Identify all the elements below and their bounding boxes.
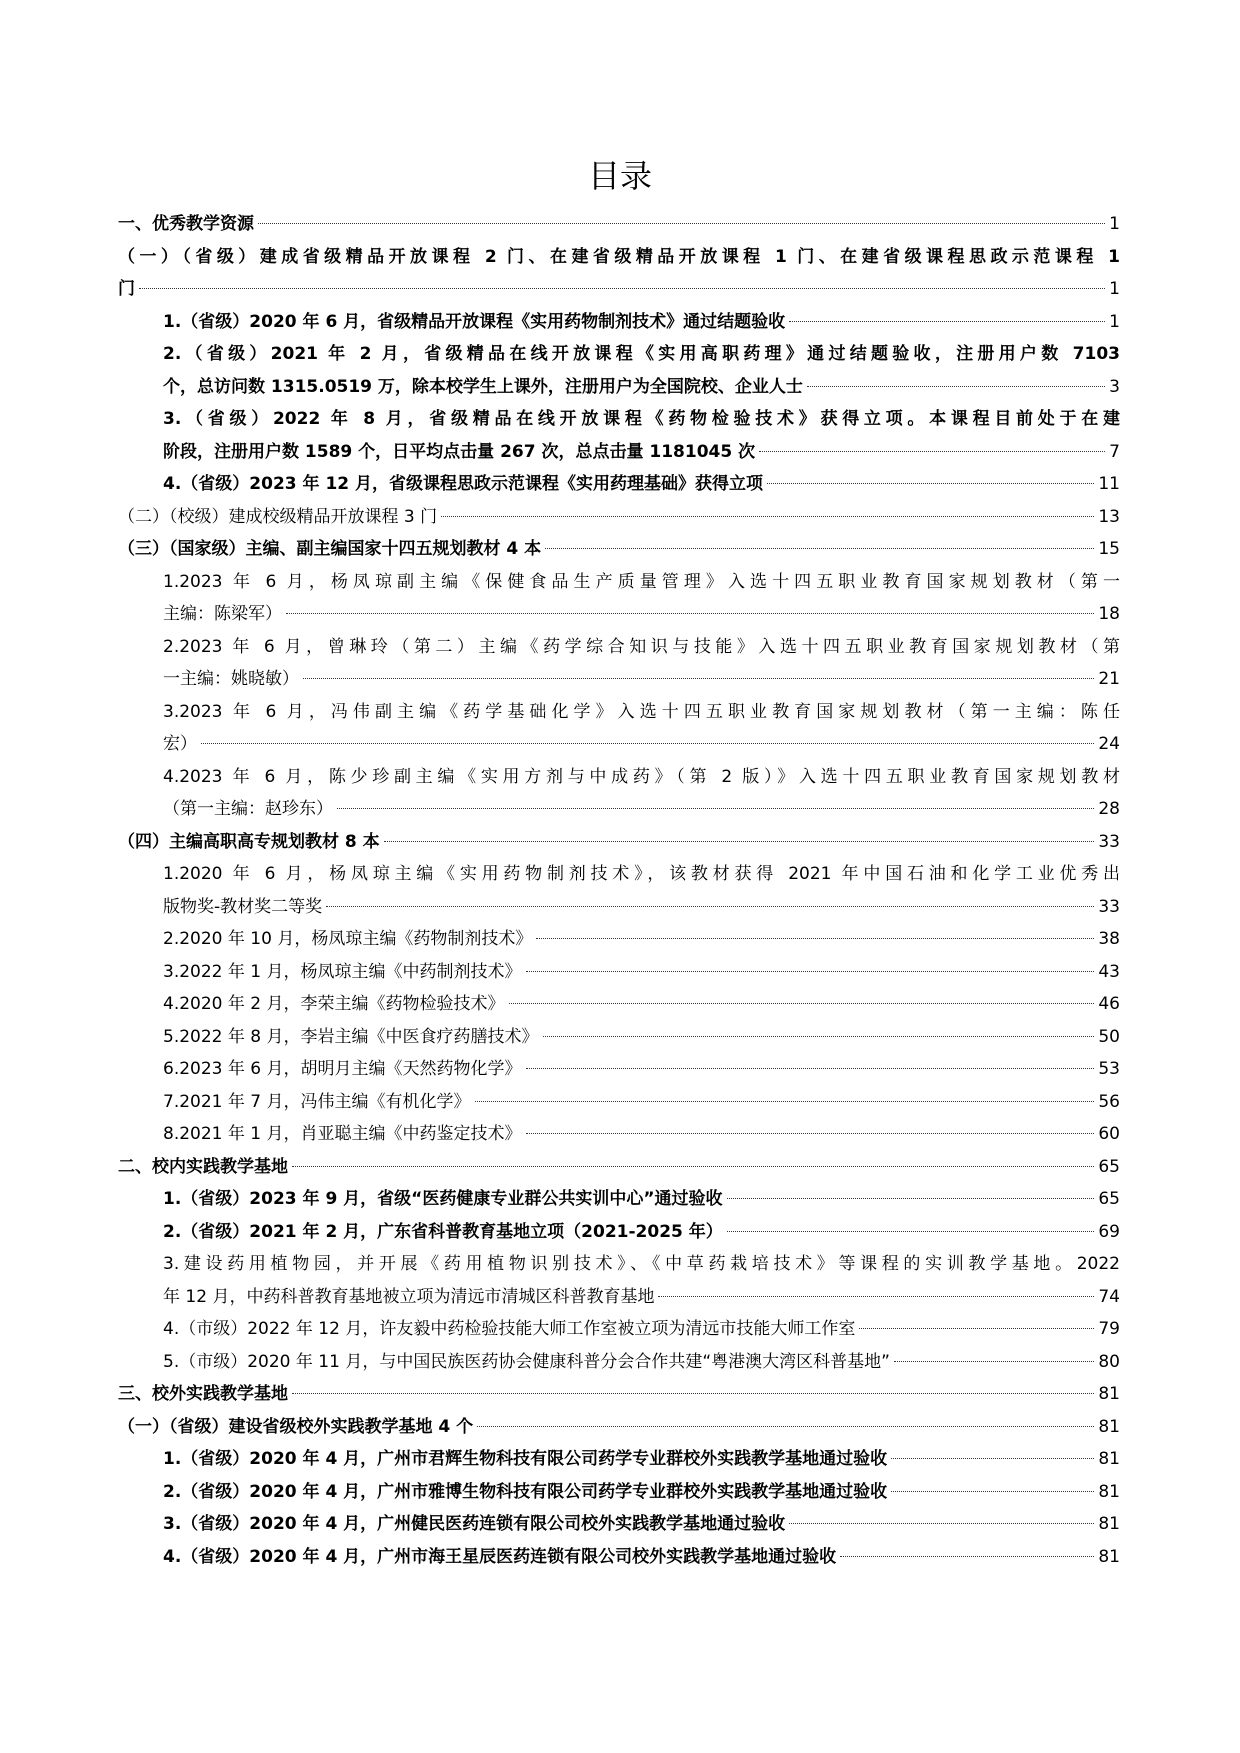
- toc-page-number: 50: [1098, 1026, 1120, 1047]
- toc-entry[interactable]: [118, 923, 1120, 956]
- toc-entry-text: 年 12 月，中药科普教育基地被立项为清远市清城区科普教育基地: [163, 1286, 655, 1307]
- toc-entry-text: 4.2020 年 2 月，李荣主编《药物检验技术》: [163, 994, 505, 1014]
- toc-entry-text: 三、校外实践教学基地: [118, 1384, 288, 1404]
- toc-entry-text: （第一主编：赵珍东）: [163, 799, 333, 819]
- toc-page-number: 18: [1098, 604, 1120, 624]
- toc-entry[interactable]: [118, 826, 1120, 859]
- toc-entry[interactable]: [118, 1053, 1120, 1086]
- dot-leader: [526, 1068, 1095, 1069]
- dot-leader: [526, 1133, 1095, 1134]
- toc-entry[interactable]: [118, 1476, 1120, 1509]
- toc-entry-text: 阶段，注册用户数 1589 个，日平均点击量 267 次，总点击量 1181045 次: [163, 441, 756, 462]
- toc-page-number: 38: [1098, 929, 1120, 949]
- toc-entry-text: 版物奖-教材奖二等奖: [163, 896, 323, 917]
- toc-entry-text: 主编：陈梁军）: [163, 604, 282, 624]
- toc-page-number: 56: [1098, 1091, 1120, 1112]
- toc-page-number: 13: [1098, 506, 1120, 527]
- toc-page-number: 81: [1098, 1449, 1120, 1469]
- dot-leader: [139, 288, 1105, 289]
- toc-entry[interactable]: [118, 241, 1120, 306]
- toc-entry-text: （二）（校级）建成校级精品开放课程 3 门: [118, 506, 438, 527]
- toc-page-number: 81: [1098, 1384, 1120, 1404]
- toc-page-number: 74: [1098, 1286, 1120, 1307]
- toc-entry-text: 3.2023 年 6 月，冯伟副主编《药学基础化学》入选十四五职业教育国家规划教材（第一主编：陈任: [163, 701, 1120, 722]
- toc-page-number: 53: [1098, 1059, 1120, 1079]
- toc-entry[interactable]: [118, 1118, 1120, 1151]
- page-title: 目录: [587, 157, 652, 195]
- toc-entry[interactable]: [118, 403, 1120, 468]
- toc-entry[interactable]: [118, 1411, 1120, 1444]
- toc-entry[interactable]: [118, 858, 1120, 923]
- toc-entry-text: 5.2022 年 8 月，李岩主编《中医食疗药膳技术》: [163, 1026, 539, 1047]
- dot-leader: [543, 1036, 1095, 1037]
- toc-entry-text: 1.（省级）2020 年 6 月，省级精品开放课程《实用药物制剂技术》通过结题验收: [163, 311, 786, 332]
- toc-entry-text: 2.（省级）2021 年 2 月，省级精品在线开放课程《实用高职药理》通过结题验收，注册用户数 7103: [163, 344, 1120, 364]
- toc-entry-text: 1.（省级）2023 年 9 月，省级“医药健康专业群公共实训中心”通过验收: [163, 1189, 723, 1209]
- dot-leader: [303, 678, 1094, 679]
- toc-page-number: 65: [1098, 1189, 1120, 1209]
- toc-entry-text: 4.（市级）2022 年 12 月，许友毅中药检验技能大师工作室被立项为清远市技能大师工作室: [163, 1319, 856, 1339]
- toc-page-number: 46: [1098, 994, 1120, 1014]
- dot-leader: [545, 548, 1094, 549]
- dot-leader: [789, 321, 1105, 322]
- toc-entry[interactable]: [118, 468, 1120, 501]
- dot-leader: [477, 1426, 1094, 1427]
- toc-entry-text: 一主编：姚晓敏）: [163, 669, 299, 689]
- toc-page-number: 15: [1098, 539, 1120, 559]
- toc-entry[interactable]: [118, 1541, 1120, 1574]
- dot-leader: [526, 971, 1095, 972]
- toc-entry-text: 个，总访问数 1315.0519 万，除本校学生上课外，注册用户为全国院校、企业人士: [163, 376, 803, 397]
- toc-entry[interactable]: [118, 988, 1120, 1021]
- dot-leader: [441, 516, 1094, 517]
- toc-entry-text: 3.2022 年 1 月，杨凤琼主编《中药制剂技术》: [163, 961, 522, 982]
- toc-entry-text: 一、优秀教学资源: [118, 214, 254, 234]
- toc-entry[interactable]: [118, 1021, 1120, 1054]
- toc-entry[interactable]: [118, 696, 1120, 761]
- toc-page-number: 81: [1098, 1514, 1120, 1534]
- toc-entry[interactable]: [118, 1151, 1120, 1184]
- toc-entry-text: 2.（省级）2020 年 4 月，广州市雅博生物科技有限公司药学专业群校外实践教学基地通过验收: [163, 1481, 888, 1502]
- toc-entry[interactable]: [118, 501, 1120, 534]
- toc-entry[interactable]: [118, 1313, 1120, 1346]
- toc-entry-text: 1.2023 年 6 月，杨凤琼副主编《保健食品生产质量管理》入选十四五职业教育国家规划教材（第一: [163, 571, 1120, 592]
- toc-entry-text: 1.2020 年 6 月，杨凤琼主编《实用药物制剂技术》，该教材获得 2021 年中国石油和化学工业优秀出: [163, 864, 1120, 884]
- toc-entry[interactable]: [118, 1248, 1120, 1313]
- toc-entry-text: 6.2023 年 6 月，胡明月主编《天然药物化学》: [163, 1059, 522, 1079]
- toc-entry[interactable]: [118, 956, 1120, 989]
- toc-entry-text: （一）（省级）建设省级校外实践教学基地 4 个: [118, 1416, 474, 1437]
- dot-leader: [807, 386, 1105, 387]
- toc-page-number: 24: [1098, 734, 1120, 754]
- toc-page-number: 81: [1098, 1416, 1120, 1437]
- toc-page-number: 1: [1109, 214, 1120, 234]
- dot-leader: [509, 1003, 1095, 1004]
- toc-page-number: 33: [1098, 831, 1120, 852]
- toc-entry[interactable]: [118, 1346, 1120, 1379]
- toc-page-number: 7: [1109, 441, 1120, 462]
- toc-entry[interactable]: [118, 1216, 1120, 1249]
- dot-leader: [326, 906, 1094, 907]
- dot-leader: [767, 483, 1094, 484]
- toc-entry-text: 4.（省级）2020 年 4 月，广州市海王星辰医药连锁有限公司校外实践教学基地通过验收: [163, 1546, 837, 1567]
- toc-entry-text: （四）主编高职高专规划教材 8 本: [118, 831, 380, 852]
- toc-entry-text: 3.建设药用植物园，并开展《药用植物识别技术》、《中草药栽培技术》等课程的实训教学基地。2022: [163, 1254, 1120, 1274]
- toc-entry-text: 宏）: [163, 734, 197, 754]
- dot-leader: [292, 1166, 1094, 1167]
- dot-leader: [891, 1491, 1094, 1492]
- toc-page-number: 1: [1109, 311, 1120, 332]
- toc-entry[interactable]: [118, 533, 1120, 566]
- toc-page-number: 33: [1098, 896, 1120, 917]
- toc-entry-text: 7.2021 年 7 月，冯伟主编《有机化学》: [163, 1091, 471, 1112]
- toc-entry-text: 二、校内实践教学基地: [118, 1156, 288, 1177]
- dot-leader: [292, 1393, 1094, 1394]
- toc-page-number: 81: [1098, 1481, 1120, 1502]
- toc-entry-text: 5.（市级）2020 年 11 月，与中国民族医药协会健康科普分会合作共建“粤港澳大湾区科普基地”: [163, 1351, 890, 1372]
- dot-leader: [475, 1101, 1095, 1102]
- toc-entry[interactable]: [118, 1378, 1120, 1411]
- toc-entry[interactable]: [118, 761, 1120, 826]
- toc-entry-text: 1.（省级）2020 年 4 月，广州市君辉生物科技有限公司药学专业群校外实践教学基地通过验收: [163, 1449, 888, 1469]
- dot-leader: [658, 1296, 1094, 1297]
- toc-entry-text: 2.2023 年 6 月，曾琳玲（第二）主编《药学综合知识与技能》入选十四五职业教育国家规划教材（第: [163, 636, 1120, 657]
- toc-page-number: 11: [1098, 474, 1120, 494]
- toc-entry-text: （三）（国家级）主编、副主编国家十四五规划教材 4 本: [118, 539, 542, 559]
- dot-leader: [727, 1231, 1095, 1232]
- toc-entry-text: 4.（省级）2023 年 12 月，省级课程思政示范课程《实用药理基础》获得立项: [163, 474, 764, 494]
- toc-page-number: 28: [1098, 799, 1120, 819]
- table-of-contents: [118, 208, 1120, 1573]
- toc-page-number: 21: [1098, 669, 1120, 689]
- dot-leader: [727, 1198, 1095, 1199]
- toc-entry-text: 4.2023 年 6 月，陈少珍副主编《实用方剂与中成药》（第 2 版）》入选十四五职业教育国家规划教材: [163, 766, 1120, 787]
- toc-entry[interactable]: [118, 1183, 1120, 1216]
- toc-entry-text: 门: [118, 279, 135, 299]
- toc-page-number: 69: [1098, 1221, 1120, 1242]
- toc-entry-text: 8.2021 年 1 月，肖亚聪主编《中药鉴定技术》: [163, 1124, 522, 1144]
- toc-entry-text: （一）（省级）建成省级精品开放课程 2 门、在建省级精品开放课程 1 门、在建省级课程思政示范课程 1: [118, 246, 1120, 267]
- toc-entry[interactable]: [118, 1508, 1120, 1541]
- toc-entry[interactable]: [118, 1086, 1120, 1119]
- toc-page-number: 3: [1109, 376, 1120, 397]
- toc-entry[interactable]: [118, 631, 1120, 696]
- dot-leader: [258, 223, 1105, 224]
- toc-page-number: 65: [1098, 1156, 1120, 1177]
- dot-leader: [894, 1361, 1094, 1362]
- toc-entry-text: 3.（省级）2022 年 8 月，省级精品在线开放课程《药物检验技术》获得立项。本课程目前处于在建: [163, 409, 1120, 429]
- dot-leader: [859, 1328, 1094, 1329]
- toc-page-number: 60: [1098, 1124, 1120, 1144]
- toc-entry-text: 3.（省级）2020 年 4 月，广州健民医药连锁有限公司校外实践教学基地通过验收: [163, 1514, 786, 1534]
- dot-leader: [840, 1556, 1094, 1557]
- toc-entry-text: 2.（省级）2021 年 2 月，广东省科普教育基地立项（2021-2025 年）: [163, 1221, 723, 1242]
- toc-entry-text: 2.2020 年 10 月，杨凤琼主编《药物制剂技术》: [163, 929, 533, 949]
- dot-leader: [286, 613, 1094, 614]
- toc-entry[interactable]: [118, 566, 1120, 631]
- dot-leader: [789, 1523, 1094, 1524]
- toc-page-number: 80: [1098, 1351, 1120, 1372]
- toc-entry[interactable]: [118, 338, 1120, 403]
- dot-leader: [337, 808, 1094, 809]
- toc-entry[interactable]: [118, 208, 1120, 241]
- toc-page-number: 43: [1098, 961, 1120, 982]
- dot-leader: [759, 451, 1105, 452]
- dot-leader: [201, 743, 1094, 744]
- toc-page-number: 1: [1109, 279, 1120, 299]
- dot-leader: [536, 938, 1094, 939]
- toc-entry[interactable]: [118, 306, 1120, 339]
- toc-page-number: 81: [1098, 1546, 1120, 1567]
- toc-page-number: 79: [1098, 1319, 1120, 1339]
- dot-leader: [891, 1458, 1094, 1459]
- toc-entry[interactable]: [118, 1443, 1120, 1476]
- dot-leader: [384, 841, 1095, 842]
